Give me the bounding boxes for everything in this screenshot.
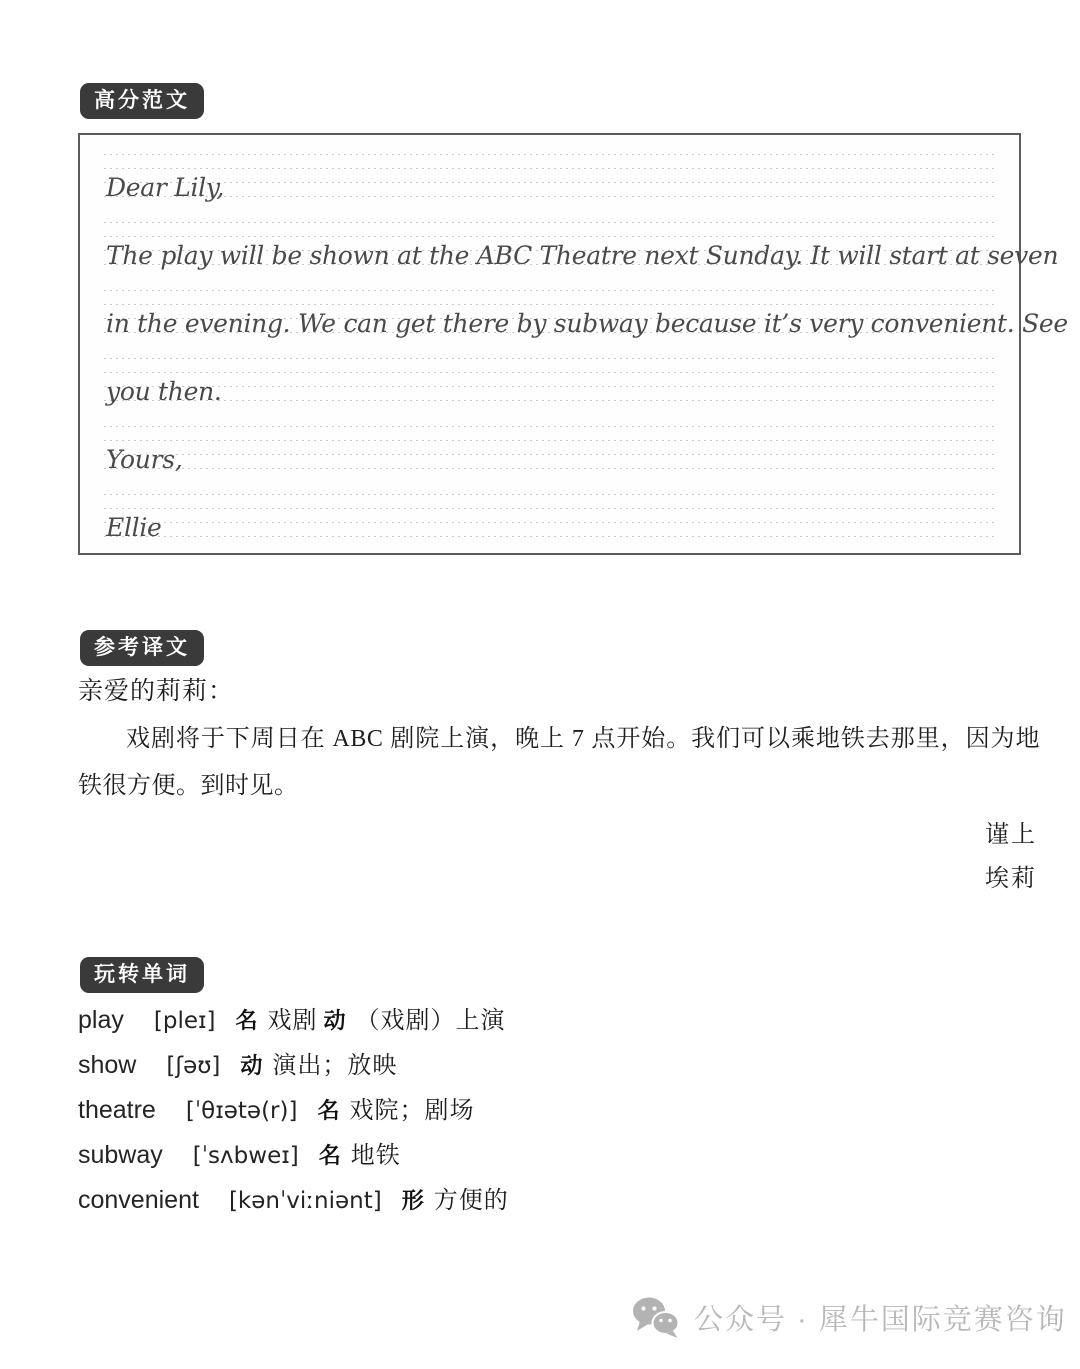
wechat-icon	[632, 1296, 680, 1338]
vocab-meaning: 方便的	[433, 1188, 509, 1214]
model-essay-badge: 高分范文	[80, 83, 204, 119]
vocab-row	[78, 1000, 509, 1045]
letter-box	[78, 133, 1068, 555]
vocab-row	[78, 1090, 509, 1135]
letter-line-text: Dear Lily,	[106, 173, 224, 202]
vocab-phonetic: [ˈθɪətə(r)]	[185, 1098, 298, 1124]
handwriting-row	[104, 481, 995, 549]
handwriting-row	[104, 345, 995, 413]
letter-line-text: you then.	[106, 377, 222, 406]
vocab-meaning: 地铁	[350, 1143, 401, 1169]
vocab-list	[78, 1000, 509, 1225]
handwriting-row	[104, 141, 995, 209]
vocab-word: show	[78, 1051, 137, 1079]
translation-salutation: 亲爱的莉莉：	[78, 678, 235, 705]
vocab-word: play	[78, 1006, 124, 1034]
handwriting-row	[104, 413, 995, 481]
watermark-text: 公众号 · 犀牛国际竞赛咨询	[694, 1303, 1067, 1336]
vocab-phonetic: [ˈsʌbweɪ]	[192, 1143, 299, 1169]
vocab-word: convenient	[78, 1186, 199, 1214]
pos-tag: 名	[235, 1008, 258, 1033]
vocab-row	[78, 1135, 509, 1180]
pos-tag: 动	[240, 1053, 263, 1078]
handwriting-row	[104, 209, 1059, 277]
pos-tag: 动	[323, 1008, 346, 1033]
translation-badge: 参考译文	[80, 630, 204, 666]
pos-tag: 名	[317, 1098, 340, 1123]
vocab-row	[78, 1045, 509, 1090]
vocab-row	[78, 1180, 509, 1225]
vocab-meaning: （戏剧）上演	[355, 1008, 506, 1034]
pos-tag: 名	[318, 1143, 341, 1168]
wechat-watermark	[632, 1296, 1067, 1338]
vocab-phonetic: [ʃəʊ]	[166, 1053, 221, 1079]
translation-paragraph: 戏剧将于下周日在 ABC 剧院上演，晚上 7 点开始。我们可以乘地铁去那里，因为地铁很方便。到时见。	[78, 726, 1040, 799]
pos-tag: 形	[401, 1188, 424, 1213]
vocab-meaning: 戏剧	[267, 1008, 318, 1034]
vocab-phonetic: [pleɪ]	[153, 1008, 216, 1034]
vocab-word: theatre	[78, 1096, 156, 1124]
vocab-meaning: 演出；放映	[272, 1053, 398, 1079]
translation-signature: 埃莉	[985, 866, 1037, 892]
vocabulary-badge: 玩转单词	[80, 957, 204, 993]
letter-line-text: The play will be shown at the ABC Theatre next Sunday. It will start at seven	[106, 241, 1059, 270]
letter-line-text: in the evening. We can get there by subway because it’s very convenient. See	[106, 309, 1068, 338]
handwriting-row	[104, 277, 1068, 345]
vocab-phonetic: [kənˈviːniənt]	[228, 1188, 382, 1214]
letter-line-text: Yours,	[106, 445, 183, 474]
vocab-meaning: 戏院；剧场	[349, 1098, 475, 1124]
translation-closing: 谨上	[985, 822, 1037, 848]
vocab-word: subway	[78, 1141, 163, 1169]
letter-line-text: Ellie	[106, 513, 162, 542]
